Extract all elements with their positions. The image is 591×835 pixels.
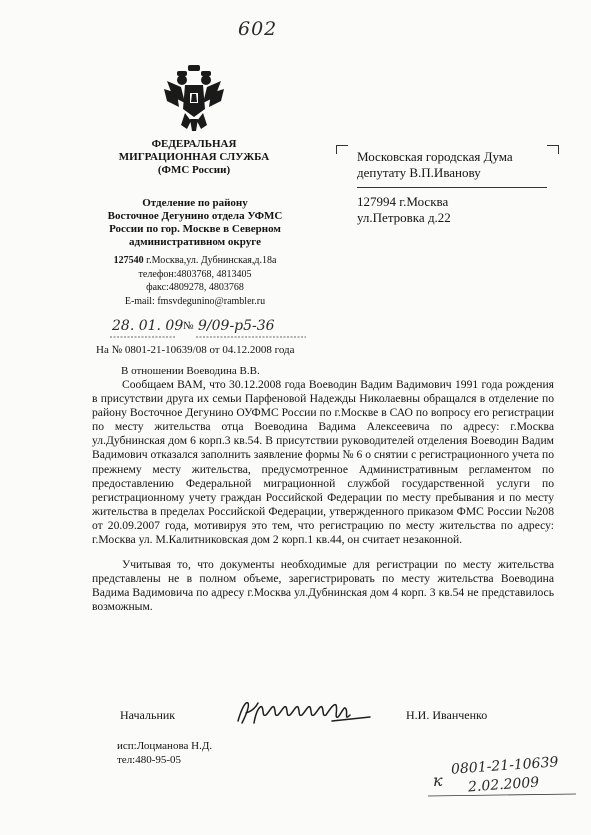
org-line: ФЕДЕРАЛЬНАЯ: [151, 138, 237, 150]
dept-line: Отделение по району: [142, 197, 248, 209]
executor-phone: тел:480-95-05: [117, 754, 182, 766]
signatory-title: Начальник: [120, 708, 176, 722]
org-address: [70, 254, 320, 268]
registration-date: 28. 01. 09: [112, 318, 184, 334]
addressee-line: 127994 г.Москва: [357, 194, 449, 209]
organization-name: [80, 138, 308, 177]
body-paragraph: Учитывая то, что документы необходимые для регистрации по месту жительства представлены не в полном объеме, зарегистрировать по месту жительства Воеводина Вадима Вадимовича по адресу г.Москва ул.Дубнинская дом 4 корп. 3 кв.54 не представилось возможным.: [92, 558, 554, 614]
address-bracket-left: [336, 145, 348, 154]
number-sign: №: [183, 320, 194, 332]
dept-line: административном округе: [129, 236, 261, 248]
addressee-line: Московская городская Дума: [357, 149, 513, 164]
street-address: г.Москва,ул. Дубнинская,д.18а: [143, 255, 277, 266]
postal-code: 127540: [113, 255, 144, 266]
registration-number: 9/09-р5-36: [198, 318, 275, 334]
double-headed-eagle-icon: [163, 63, 225, 133]
signatory-name: Н.И. Иванченко: [406, 708, 488, 722]
stamp-prefix: к: [433, 771, 443, 790]
org-fax: факс:4809278, 4803768: [146, 282, 244, 293]
org-line: (ФМС России): [157, 164, 231, 176]
addressee-block: [357, 149, 557, 181]
executor-block: [117, 739, 212, 767]
org-email: E-mail: fmsvdegunino@rambler.ru: [124, 295, 266, 307]
addressee-line: депутату В.П.Иванову: [357, 165, 481, 180]
dept-line: Восточное Дегунино отдела УФМС: [107, 210, 283, 222]
stamp-number: 0801-21-10639: [450, 754, 559, 778]
stamp-date: 2.02.2009: [467, 774, 540, 796]
letter-body: [92, 378, 554, 615]
department-name: [70, 197, 320, 249]
regarding-line: В отношении Воеводина В.В.: [121, 365, 260, 377]
body-paragraph: Сообщаем ВАМ, что 30.12.2008 года Воеводин Вадим Вадимович 1991 года рождения в присутствии друга их семьи Парфеновой Надежды Николаевны обращался в отделение по району Восточное Дегунино ОУФМС России по г.Москве в САО по вопросу его регистрации по месту жительства отца Воеводина Вадима Алексеевича по адресу: г.Москва ул.Дубнинская дом 6 корп.3 кв.54. В присутствии руководителей отделения Воеводин Вадим Вадимович отказался заполнить заявление формы № 6 о снятии с регистрационного учета по прежнему месту жительства, предусмотренное Административным регламентом по предоставлению Федеральной миграционной службой государственной услуги по регистрационному учету граждан Российской Федерации по месту пребывания и по месту жительства в пределах Российской Федерации, утвержденного приказом ФМС России №208 от 20.09.2007 года, мотивируя это тем, что регистрацию по месту жительства по адресу: г.Москва ул. М.Калитниковская дом 2 корп.1 кв.44, он считает незаконной.: [92, 378, 554, 547]
reference-line: На № 0801-21-10639/08 от 04.12.2008 года: [96, 344, 295, 356]
addressee-address: [357, 194, 451, 226]
executor-name: исп:Лоцманова Н.Д.: [117, 740, 213, 752]
addressee-line: ул.Петровка д.22: [357, 210, 451, 225]
org-phone: телефон:4803768, 4813405: [138, 268, 252, 280]
page-number: 602: [238, 18, 278, 40]
addressee-divider: [357, 187, 547, 188]
dept-line: России по гор. Москве в Северном: [109, 223, 281, 235]
contact-block: [70, 254, 320, 308]
org-line: МИГРАЦИОННАЯ СЛУЖБА: [118, 151, 270, 163]
handwritten-signature: [232, 697, 372, 729]
